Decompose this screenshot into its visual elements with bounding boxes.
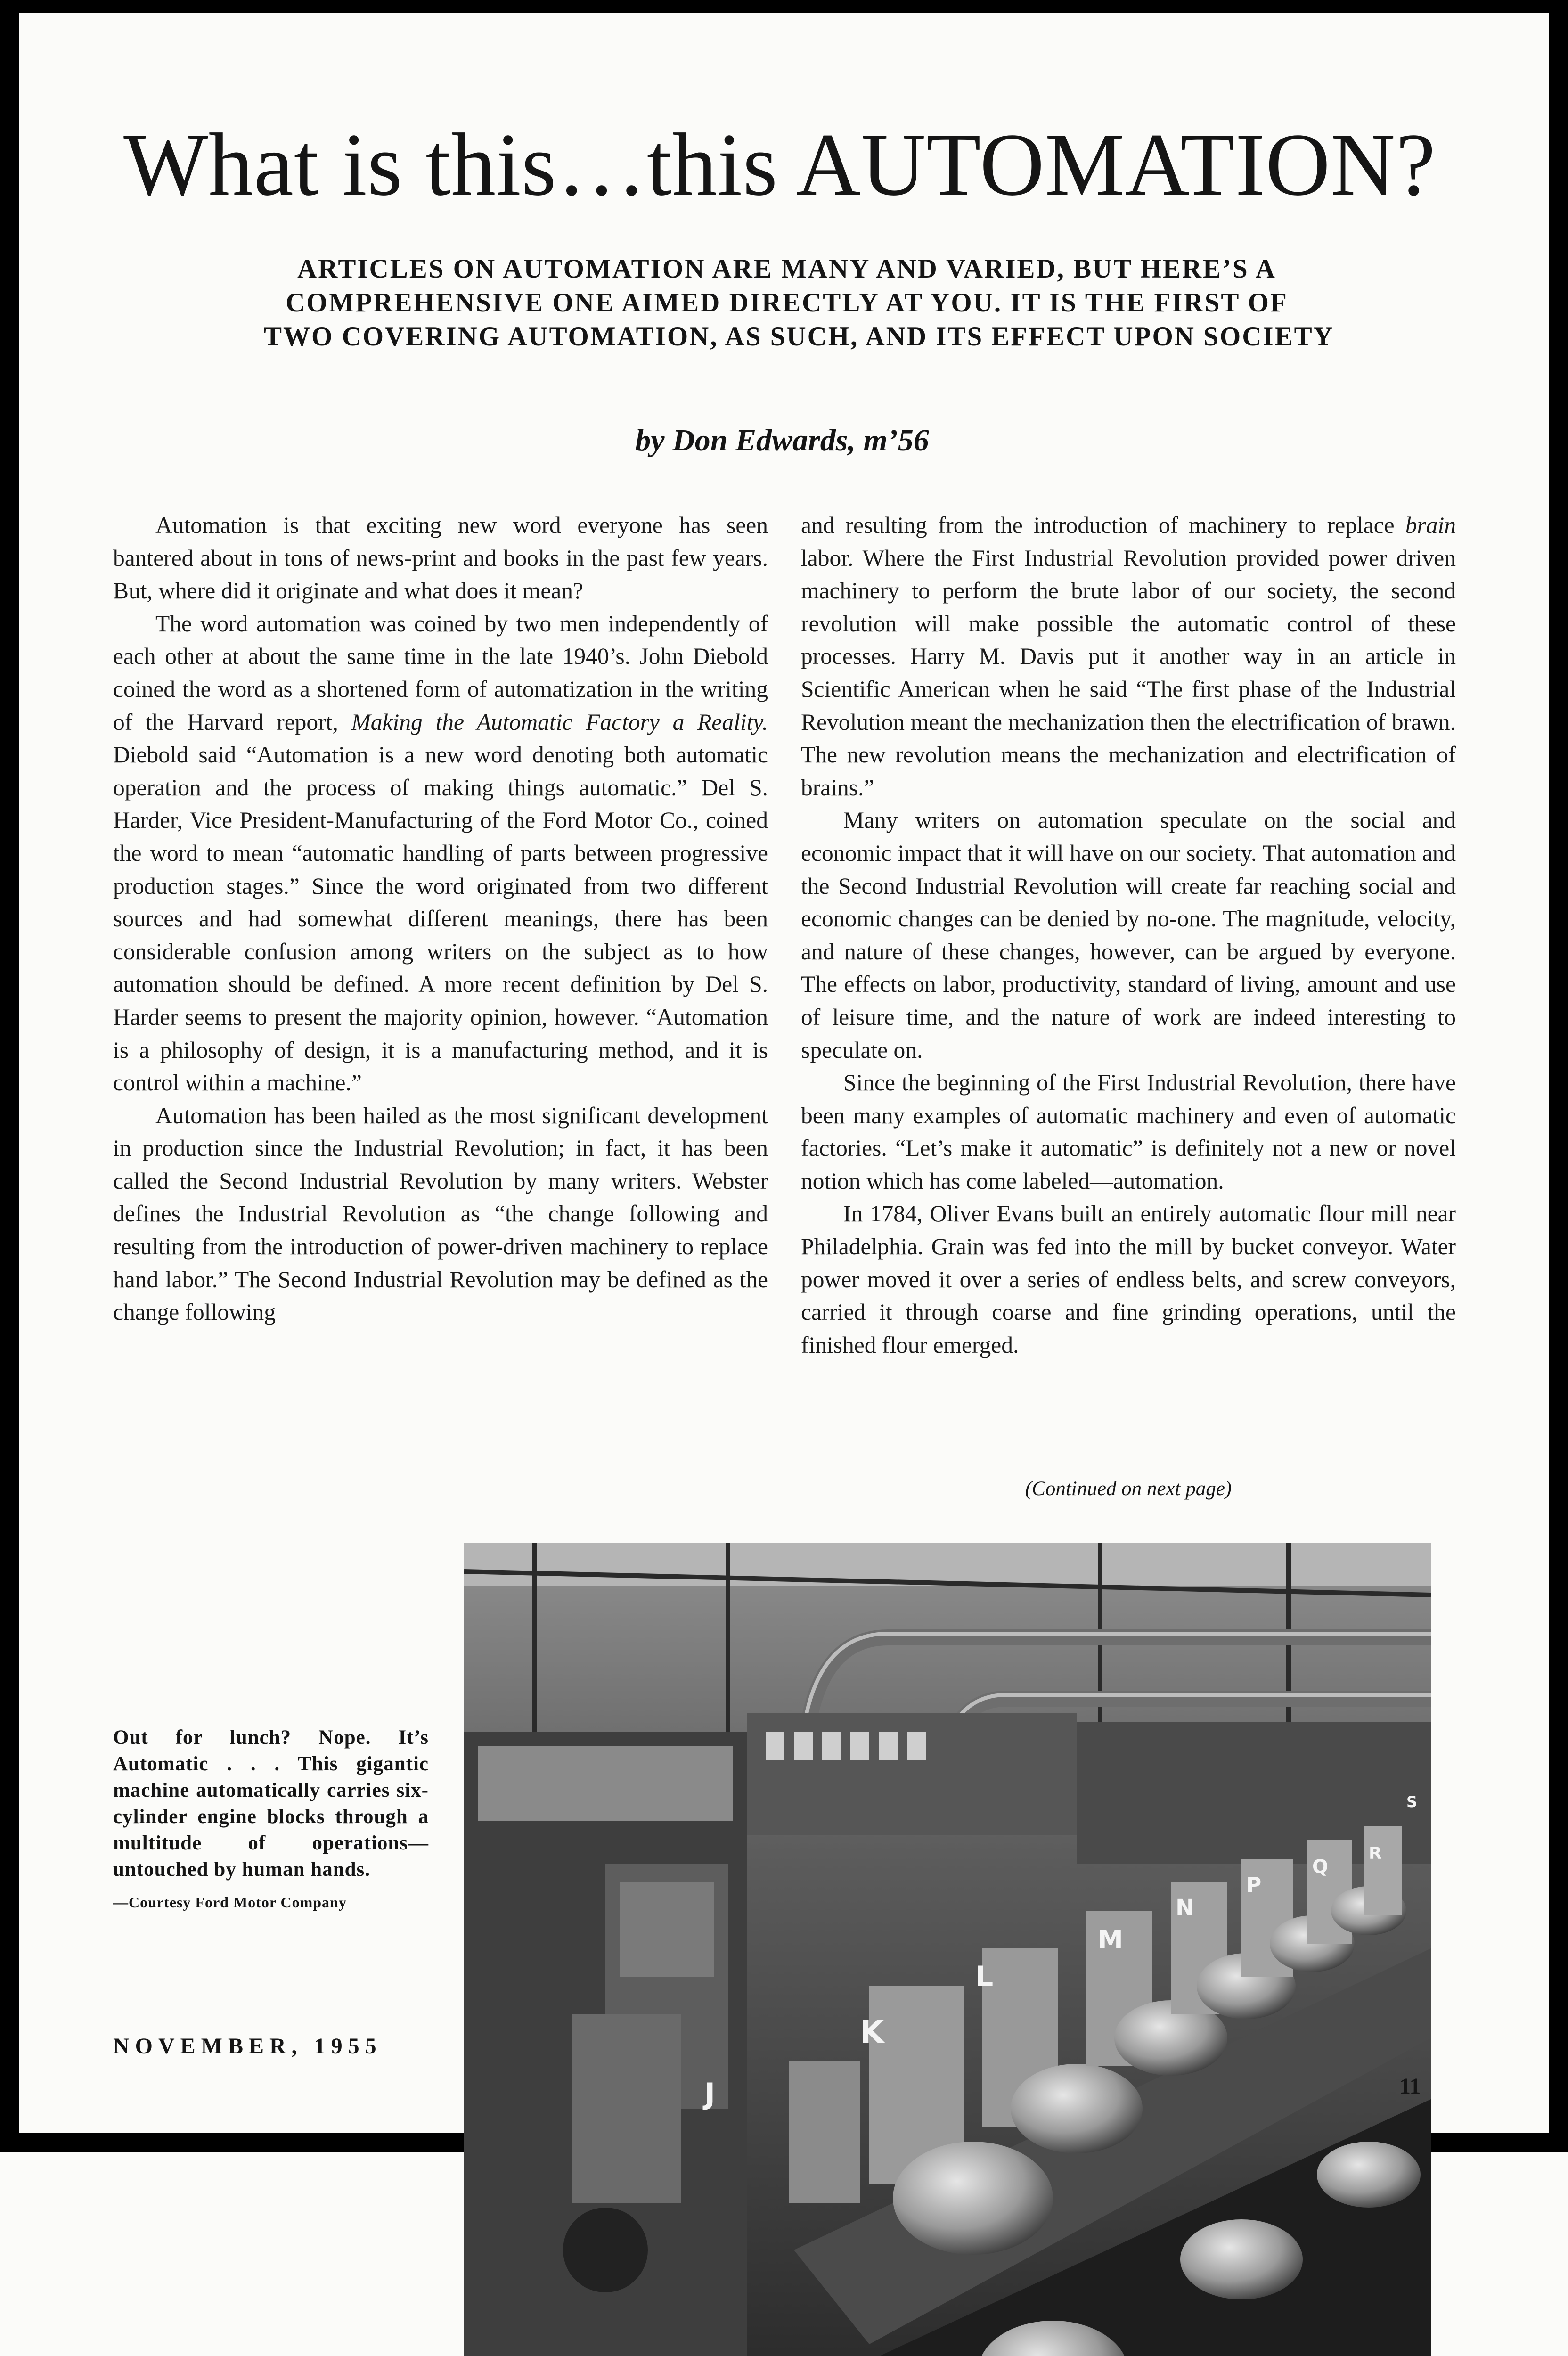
report-title: Making the Automatic Factory a Reality. (351, 709, 768, 735)
page-number: 11 (1399, 2074, 1421, 2099)
left-column (113, 509, 768, 1329)
continued-note: (Continued on next page) (1025, 1478, 1232, 1500)
paragraph: Automation has been hailed as the most significant development in production since the Industrial Revolution; in fact, it has been called the Second Industrial Revolution by many writers. Webster defines the Industrial Revolution as “the change following and resulting from the introduction of power-driven machinery to replace hand labor.” The Second Industrial Revolution may be defined as the change following (113, 1102, 768, 1325)
right-column (801, 509, 1456, 1361)
factory-photo-illustration (464, 1543, 1431, 2356)
station-label: P (1246, 1873, 1262, 1897)
photo-caption: Out for lunch? Nope. It’s Automatic . . . This gigantic machine automatically carries six-cylinder engine blocks through a multitude of operations—untouched by human hands. (113, 1726, 429, 1881)
station-label: S (1406, 1793, 1418, 1811)
deck-line: COMPREHENSIVE ONE AIMED DIRECTLY AT YOU. IT IS THE FIRST OF (286, 288, 1288, 318)
scan-frame-left (0, 0, 19, 2152)
station-label: K (860, 2014, 884, 2050)
emphasis: brain (1405, 512, 1456, 538)
paragraph: Many writers on automation speculate on the social and economic impact that it will have on our society. That automation and the Second Industrial Revolution will create far reaching social and economic changes can be denied by no-one. The magnitude, velocity, and nature of these changes, however, can be argued by everyone. The effects on labor, productivity, standard of living, amount and use of leisure time, and the nature of work are indeed interesting to speculate on. (801, 807, 1456, 1063)
automation-machine-photo (464, 1543, 1431, 2356)
paragraph: In 1784, Oliver Evans built an entirely automatic flour mill near Philadelphia. Grain was fed into the mill by bucket conveyor. Water power moved it over a series of endless belts, and screw conveyors, carried it through coarse and fine grinding operations, until the finished flour emerged. (801, 1201, 1456, 1358)
paragraph-text: labor. Where the First Industrial Revolution provided power driven machinery to perform the brute labor of our society, the second revolution will make possible the automatic control of these processes. Harry M. Davis put it another way in an article in Scientific American when he said “The first phase of the Industrial Revolution meant the mechanization then the electrification of brawn. The new revolution means the mechanization and electrification of brains.” (801, 545, 1456, 801)
paragraph: Since the beginning of the First Industrial Revolution, there have been many examples of automatic machinery and even of automatic factories. “Let’s make it automatic” is definitely not a new or novel notion which has come labeled—automation. (801, 1070, 1456, 1194)
station-label: L (975, 1960, 994, 1993)
paragraph-text: Diebold said “Automation is a new word denoting both automatic operation and the process of making things automatic.” Del S. Harder, Vice President-Manufacturing of the Ford Motor Co., coined the word to mean “automatic handling of parts between progressive production stages.” Since the word originated from two different sources and had somewhat different meanings, there has been considerable confusion among writers on the subject as to how automation should be defined. A more recent definition by Del S. Harder seems to present the majority opinion, however. “Automation is a philosophy of design, it is a manufacturing method, and it is control within a machine.” (113, 742, 768, 1096)
article-byline: by Don Edwards, m’56 (635, 423, 929, 458)
issue-date: NOVEMBER, 1955 (113, 2034, 382, 2059)
station-label: Q (1312, 1856, 1329, 1878)
article-headline: What is this…this AUTOMATION? (123, 115, 1436, 214)
station-label: M (1098, 1925, 1123, 1955)
station-label: R (1369, 1844, 1382, 1863)
paragraph-text: and resulting from the introduction of machinery to replace (801, 512, 1405, 538)
station-label: J (704, 2077, 716, 2111)
paragraph (801, 509, 1456, 804)
photo-credit: —Courtesy Ford Motor Company (113, 1894, 347, 1911)
paragraph-text: The word automation was coined by two men independently of each other at about the same time in the late 1940’s. John Diebold coined the word as a shortened form of automatization in the writing of the Harvard report, (113, 610, 768, 735)
deck-line: TWO COVERING AUTOMATION, AS SUCH, AND ITS EFFECT UPON SOCIETY (264, 322, 1334, 352)
station-label: N (1176, 1895, 1195, 1921)
deck-line: ARTICLES ON AUTOMATION ARE MANY AND VARIED, BUT HERE’S A (297, 254, 1276, 284)
paragraph (113, 607, 768, 1099)
scan-frame-right (1549, 0, 1568, 2152)
scan-frame-top (0, 0, 1568, 13)
paragraph: Automation is that exciting new word everyone has seen bantered about in tons of news-print and books in the past few years. But, where did it originate and what does it mean? (113, 512, 768, 604)
article-deck (264, 252, 1334, 354)
